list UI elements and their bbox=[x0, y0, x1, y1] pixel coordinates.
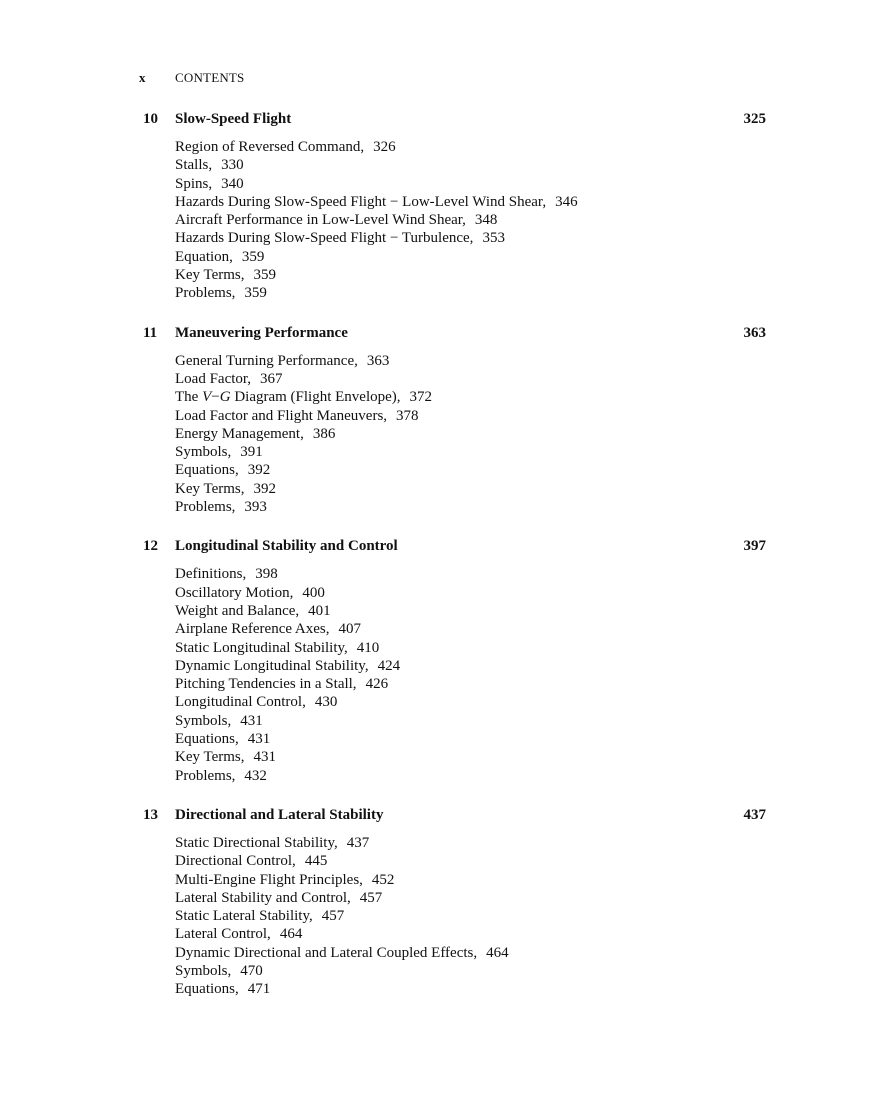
section-page-number: 407 bbox=[338, 621, 362, 638]
chapter-title: Directional and Lateral Stability bbox=[175, 806, 384, 823]
section-page-number: 392 bbox=[253, 480, 276, 497]
section-entry[interactable] bbox=[175, 284, 766, 302]
section-entry[interactable] bbox=[175, 584, 766, 602]
section-list bbox=[143, 565, 766, 785]
section-entry[interactable] bbox=[175, 712, 766, 730]
chapter-13 bbox=[143, 806, 766, 999]
section-title: The V−G Diagram (Flight Envelope), bbox=[175, 389, 401, 406]
section-title: Symbols, bbox=[175, 962, 232, 979]
section-title: Longitudinal Control, bbox=[175, 694, 306, 711]
section-entry[interactable] bbox=[175, 980, 766, 998]
section-entry[interactable] bbox=[175, 193, 766, 211]
section-page-number: 330 bbox=[221, 157, 244, 174]
section-page-number: 392 bbox=[247, 462, 271, 479]
section-title: Symbols, bbox=[175, 444, 232, 461]
section-entry[interactable] bbox=[175, 248, 766, 266]
section-page-number: 426 bbox=[365, 676, 389, 693]
section-list bbox=[143, 834, 766, 999]
section-title: Load Factor and Flight Maneuvers, bbox=[175, 407, 388, 424]
chapter-page-number: 437 bbox=[743, 806, 766, 823]
chapter-number: 12 bbox=[143, 538, 158, 555]
section-page-number: 386 bbox=[312, 425, 336, 442]
section-page-number: 348 bbox=[474, 212, 498, 229]
section-entry[interactable] bbox=[175, 907, 766, 925]
section-title: Hazards During Slow-Speed Flight − Turbulence, bbox=[175, 230, 474, 247]
section-title: Equations, bbox=[175, 981, 239, 998]
section-entry[interactable] bbox=[175, 565, 766, 583]
section-title: Static Directional Stability, bbox=[175, 834, 338, 851]
section-entry[interactable] bbox=[175, 748, 766, 766]
chapter-12 bbox=[143, 537, 766, 785]
section-title: Static Longitudinal Stability, bbox=[175, 639, 348, 656]
section-entry[interactable] bbox=[175, 461, 766, 479]
section-page-number: 346 bbox=[555, 193, 578, 210]
section-page-number: 353 bbox=[482, 230, 505, 247]
section-title: Pitching Tendencies in a Stall, bbox=[175, 676, 357, 693]
section-entry[interactable] bbox=[175, 443, 766, 461]
chapter-title: Longitudinal Stability and Control bbox=[175, 538, 398, 555]
section-entry[interactable] bbox=[175, 675, 766, 693]
chapter-page-number: 363 bbox=[743, 324, 766, 341]
section-page-number: 367 bbox=[260, 370, 283, 387]
section-entry[interactable] bbox=[175, 834, 766, 852]
section-title: Weight and Balance, bbox=[175, 602, 300, 619]
section-entry[interactable] bbox=[175, 498, 766, 516]
page-folio: x bbox=[139, 70, 146, 85]
section-entry[interactable] bbox=[175, 693, 766, 711]
section-title: Problems, bbox=[175, 499, 236, 516]
section-title: Multi-Engine Flight Principles, bbox=[175, 871, 363, 888]
section-entry[interactable] bbox=[175, 352, 766, 370]
section-page-number: 445 bbox=[304, 853, 328, 870]
chapter-title: Maneuvering Performance bbox=[175, 324, 348, 341]
section-page-number: 398 bbox=[255, 566, 278, 583]
section-title: Equations, bbox=[175, 462, 239, 479]
section-title: Aircraft Performance in Low-Level Wind Shear, bbox=[175, 212, 466, 229]
section-title: Dynamic Directional and Lateral Coupled Effects, bbox=[175, 944, 478, 961]
section-entry[interactable] bbox=[175, 889, 766, 907]
section-page-number: 391 bbox=[240, 444, 263, 461]
section-page-number: 400 bbox=[302, 584, 325, 601]
section-page-number: 378 bbox=[396, 407, 419, 424]
section-page-number: 401 bbox=[308, 602, 331, 619]
section-title: Dynamic Longitudinal Stability, bbox=[175, 657, 369, 674]
section-entry[interactable] bbox=[175, 266, 766, 284]
section-page-number: 359 bbox=[253, 267, 276, 284]
section-page-number: 470 bbox=[240, 962, 263, 979]
section-page-number: 326 bbox=[373, 139, 396, 155]
section-entry[interactable] bbox=[175, 620, 766, 638]
chapter-heading[interactable] bbox=[143, 537, 766, 555]
section-page-number: 431 bbox=[253, 749, 276, 766]
section-page-number: 359 bbox=[241, 248, 265, 265]
section-page-number: 437 bbox=[346, 834, 370, 851]
chapter-number: 10 bbox=[143, 111, 158, 127]
section-page-number: 464 bbox=[279, 926, 303, 943]
section-title: Region of Reversed Command, bbox=[175, 139, 365, 155]
section-title: Problems, bbox=[175, 767, 236, 784]
section-entry[interactable] bbox=[175, 602, 766, 620]
section-page-number: 410 bbox=[356, 639, 380, 656]
section-title: Lateral Control, bbox=[175, 926, 271, 943]
chapter-title: Slow-Speed Flight bbox=[175, 111, 292, 127]
section-entry[interactable] bbox=[175, 175, 766, 193]
section-title: Lateral Stability and Control, bbox=[175, 889, 351, 906]
running-head-title: CONTENTS bbox=[175, 70, 245, 85]
section-title: General Turning Performance, bbox=[175, 352, 358, 369]
chapter-page-number: 397 bbox=[743, 538, 766, 555]
chapter-heading[interactable] bbox=[143, 324, 766, 342]
running-head bbox=[139, 70, 245, 86]
section-title: Stalls, bbox=[175, 157, 213, 174]
section-entry[interactable] bbox=[175, 657, 766, 675]
section-entry[interactable] bbox=[175, 944, 766, 962]
section-title: Energy Management, bbox=[175, 425, 304, 442]
section-title: Key Terms, bbox=[175, 480, 245, 497]
section-title: Definitions, bbox=[175, 566, 247, 583]
section-page-number: 431 bbox=[240, 712, 263, 729]
section-entry[interactable] bbox=[175, 229, 766, 247]
contents-list bbox=[143, 110, 766, 1020]
chapter-page-number: 325 bbox=[743, 111, 766, 127]
chapter-heading[interactable] bbox=[143, 806, 766, 824]
section-page-number: 464 bbox=[486, 944, 509, 961]
section-title: Directional Control, bbox=[175, 853, 296, 870]
section-page-number: 457 bbox=[321, 908, 345, 925]
chapter-heading[interactable] bbox=[143, 110, 766, 128]
section-entry[interactable] bbox=[175, 156, 766, 174]
section-entry[interactable] bbox=[175, 852, 766, 870]
section-title: Oscillatory Motion, bbox=[175, 584, 294, 601]
section-title: Problems, bbox=[175, 285, 236, 302]
section-title: Load Factor, bbox=[175, 370, 252, 387]
section-title: Key Terms, bbox=[175, 267, 245, 284]
section-entry[interactable] bbox=[175, 425, 766, 443]
section-page-number: 471 bbox=[247, 981, 271, 998]
section-title: Equation, bbox=[175, 248, 233, 265]
section-title: Hazards During Slow-Speed Flight − Low-Level Wind Shear, bbox=[175, 193, 547, 210]
section-page-number: 431 bbox=[247, 731, 271, 748]
section-entry[interactable] bbox=[175, 407, 766, 425]
section-entry[interactable] bbox=[175, 871, 766, 889]
section-entry[interactable] bbox=[175, 388, 766, 406]
section-title: Symbols, bbox=[175, 712, 232, 729]
section-list bbox=[143, 138, 766, 303]
chapter-number: 13 bbox=[143, 806, 158, 823]
section-entry[interactable] bbox=[175, 211, 766, 229]
section-title: Spins, bbox=[175, 175, 213, 192]
section-title: Airplane Reference Axes, bbox=[175, 621, 330, 638]
section-entry[interactable] bbox=[175, 962, 766, 980]
section-entry[interactable] bbox=[175, 480, 766, 498]
section-entry[interactable] bbox=[175, 639, 766, 657]
chapter-11 bbox=[143, 324, 766, 517]
section-entry[interactable] bbox=[175, 925, 766, 943]
section-page-number: 363 bbox=[366, 352, 390, 369]
section-title: Equations, bbox=[175, 731, 239, 748]
section-page-number: 452 bbox=[371, 871, 395, 888]
section-title: Static Lateral Stability, bbox=[175, 908, 313, 925]
chapter-number: 11 bbox=[143, 324, 158, 341]
section-entry[interactable] bbox=[175, 767, 766, 785]
section-entry[interactable] bbox=[175, 730, 766, 748]
section-entry[interactable] bbox=[175, 138, 766, 156]
section-entry[interactable] bbox=[175, 370, 766, 388]
section-page-number: 359 bbox=[244, 285, 267, 302]
section-page-number: 340 bbox=[221, 175, 244, 192]
section-list bbox=[143, 352, 766, 517]
section-page-number: 372 bbox=[409, 389, 433, 406]
section-page-number: 424 bbox=[377, 657, 401, 674]
section-page-number: 393 bbox=[244, 499, 267, 516]
section-page-number: 457 bbox=[359, 889, 383, 906]
section-page-number: 430 bbox=[314, 694, 338, 711]
section-page-number: 432 bbox=[244, 767, 267, 784]
chapter-10 bbox=[143, 110, 766, 303]
section-title: Key Terms, bbox=[175, 749, 245, 766]
